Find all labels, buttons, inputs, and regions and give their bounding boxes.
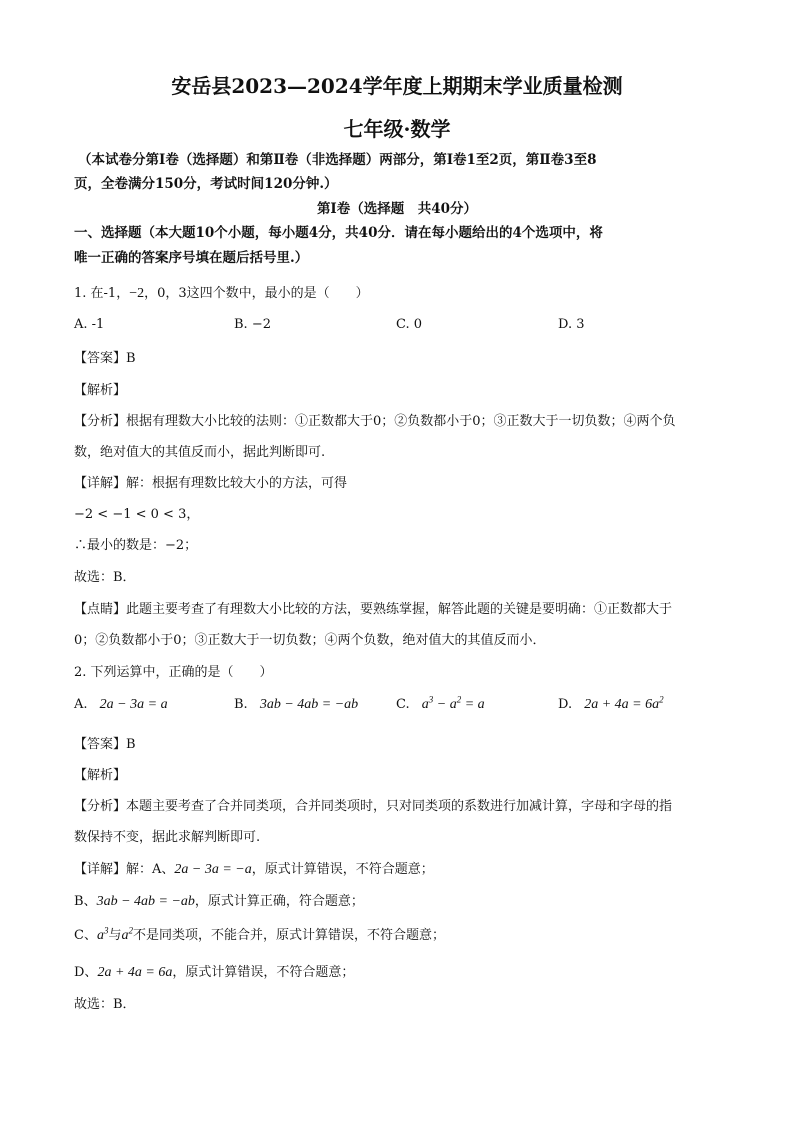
q2-xj-d-post: ，原式计算错误，不符合题意； <box>172 965 355 980</box>
q2-option-c-exp2: 2 <box>456 694 462 705</box>
q1-xiangjie-line3: ∴最小的数是：−2； <box>74 538 198 553</box>
q2-option-b-expr: 3ab − 4ab = −ab <box>259 697 359 712</box>
q2-option-c-mid: − a <box>433 697 457 712</box>
q2-option-b <box>234 697 358 713</box>
q2-xj-b-expr: 3ab − 4ab = −ab <box>96 894 195 909</box>
q1-stem-pre: 1. 在-1， <box>74 286 130 301</box>
q2-option-d-exp: 2 <box>659 694 664 705</box>
q2-option-d-expr: 2a + 4a = 6a <box>584 697 660 712</box>
q1-xiangjie-line4: 故选：B． <box>74 570 136 585</box>
q2-option-a-label: A. <box>74 697 88 712</box>
exam-subtitle: 七年级·数学 <box>343 117 451 141</box>
q2-xiangjie-c <box>74 924 445 944</box>
q1-stem-n2: −2 <box>129 286 145 301</box>
q2-option-d-label: D. <box>558 697 573 712</box>
q2-xj-c-mid: 与 <box>108 928 122 943</box>
q2-xj-c-a1: a <box>96 928 104 943</box>
q2-option-b-label: B. <box>234 697 248 712</box>
exam-note-line1: （本试卷分第Ⅰ卷（选择题）和第Ⅱ卷（非选择题）两部分，第Ⅰ卷1至2页，第Ⅱ卷3至8 <box>78 152 597 168</box>
q2-option-c-end: = a <box>461 697 485 712</box>
q2-option-a <box>74 697 168 713</box>
q2-xj-c-a2: a <box>121 928 129 943</box>
q1-xiangjie-line2: −2 < −1 < 0 < 3， <box>74 507 200 522</box>
q2-xj-a-pre: 【详解】解：A、 <box>74 862 175 877</box>
q1-analysis-tag: 【解析】 <box>74 383 127 398</box>
q2-xiangjie-d <box>74 961 354 981</box>
q1-xiangjie-line1: 【详解】解：根据有理数比较大小的方法，可得 <box>74 476 348 491</box>
q2-option-c-a: a <box>421 697 429 712</box>
part-title: 第Ⅰ卷（选择题 共40分） <box>316 201 478 217</box>
q2-xiangjie-a <box>74 858 434 878</box>
q2-xj-a-post: ，原式计算错误，不符合题意； <box>251 862 434 877</box>
q1-answer: 【答案】B <box>74 351 136 366</box>
q2-xj-c-post: 不是同类项，不能合并，原式计算错误，不符合题意； <box>132 928 445 943</box>
q2-xj-c-exp1: 3 <box>103 925 109 936</box>
q2-xj-b-post: ，原式计算正确，符合题意； <box>194 894 364 909</box>
q1-option-a: A. -1 <box>74 317 105 332</box>
q1-option-b: B. −2 <box>234 317 271 332</box>
exam-note-line2: 页，全卷满分150分，考试时间120分钟.） <box>74 176 338 192</box>
q2-option-c <box>396 694 485 713</box>
section-instruction-line2: 唯一正确的答案序号填在题后括号里.） <box>74 250 309 266</box>
q1-dianjing-line2: 0；②负数都小于0；③正数大于一切负数；④两个负数，绝对值大的其值反而小． <box>74 633 546 648</box>
q1-stem-post: ，0，3这四个数中，最小的是（ ） <box>144 286 369 301</box>
section-instruction-line1: 一、选择题（本大题10个小题，每小题4分，共40分．请在每小题给出的4个选项中，将 <box>74 225 603 241</box>
q2-xj-b-pre: B、 <box>74 894 97 909</box>
q2-xj-d-expr: 2a + 4a = 6a <box>97 965 173 980</box>
q1-stem <box>74 282 369 302</box>
q1-dianjing-line1: 【点睛】此题主要考查了有理数大小比较的方法，要熟练掌握，解答此题的关键是要明确：①正数都大于 <box>74 602 673 617</box>
q2-option-a-expr: 2a − 3a = a <box>99 697 168 712</box>
q2-fenxi-line1: 【分析】本题主要考查了合并同类项，合并同类项时，只对同类项的系数进行加减计算，字母和字母的指 <box>74 799 673 814</box>
q2-xiangjie-end: 故选：B． <box>74 997 136 1012</box>
q2-option-c-label: C. <box>396 697 410 712</box>
q2-xj-c-pre: C、 <box>74 928 97 943</box>
exam-title: 安岳县2023—2024学年度上期期末学业质量检测 <box>171 74 623 98</box>
q2-fenxi-line2: 数保持不变，据此求解判断即可. <box>74 830 261 845</box>
q1-option-d: D. 3 <box>558 317 585 332</box>
q2-stem: 2. 下列运算中，正确的是（ ） <box>74 665 273 680</box>
q2-analysis-tag: 【解析】 <box>74 768 127 783</box>
q2-xj-d-pre: D、 <box>74 965 98 980</box>
q2-option-d <box>558 694 664 713</box>
q2-xj-a-expr: 2a − 3a = −a <box>174 862 252 877</box>
q2-xiangjie-b <box>74 890 364 910</box>
q1-option-c: C. 0 <box>396 317 423 332</box>
q2-answer: 【答案】B <box>74 737 136 752</box>
q1-fenxi-line1: 【分析】根据有理数大小比较的法则：①正数都大于0；②负数都小于0；③正数大于一切负数；④两个负 <box>74 414 676 429</box>
q2-xj-c-exp2: 2 <box>128 925 133 936</box>
q1-fenxi-line2: 数，绝对值大的其值反而小，据此判断即可. <box>74 445 326 460</box>
q2-option-c-exp1: 3 <box>428 694 434 705</box>
